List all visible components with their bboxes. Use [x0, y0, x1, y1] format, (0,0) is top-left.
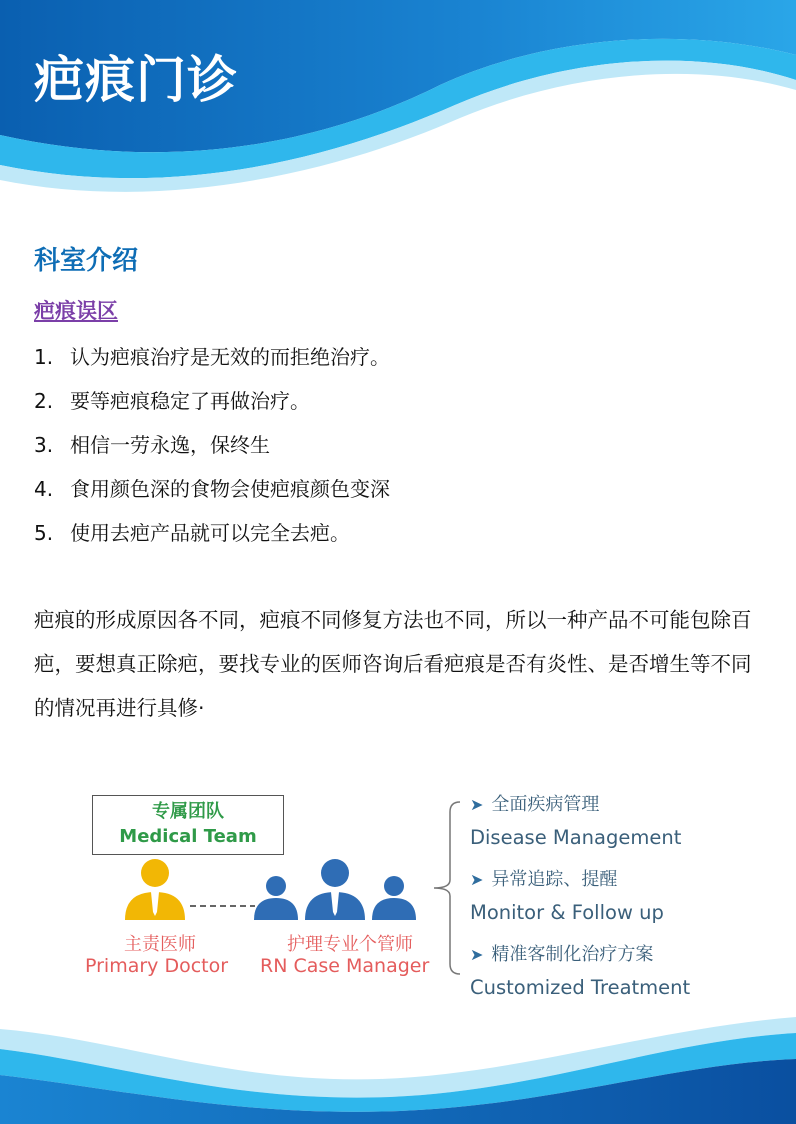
list-item-number: 4.: [34, 477, 54, 501]
arrow-right-icon: ➤: [470, 870, 484, 889]
services-bracket: [434, 802, 460, 974]
doctor-label-en: Primary Doctor: [85, 955, 229, 977]
list-item: [34, 426, 774, 470]
manager-label-en: RN Case Manager: [260, 955, 430, 977]
list-item-text: 食用颜色深的食物会使疤痕颜色变深: [70, 477, 390, 501]
list-item-number: 1.: [34, 345, 54, 369]
care-team-diagram: [80, 780, 720, 1005]
list-item-number: 5.: [34, 521, 54, 545]
manager-label-cn: 护理专业个管师: [287, 934, 413, 955]
service-item-cn: ➤ 异常追踪、提醒: [470, 869, 618, 890]
intro-paragraph: 疤痕的形成原因各不同，疤痕不同修复方法也不同，所以一种产品不可能包除百疤，要想真正除疤，要找专业的医师咨询后看疤痕是否有炎性、是否增生等不同的情况再进行具修·: [34, 608, 752, 720]
myths-list: [34, 338, 774, 558]
list-item-text: 相信一劳永逸，保终生: [70, 433, 270, 457]
doctor-label-cn: 主责医师: [124, 934, 196, 955]
list-item: [34, 470, 774, 514]
team-label-cn: 专属团队: [152, 801, 224, 822]
footer-wave-banner: [0, 1009, 796, 1124]
case-manager-group-icon: [254, 859, 416, 920]
section-heading: 科室介绍: [34, 246, 139, 276]
team-label-en: Medical Team: [119, 826, 257, 847]
list-item: [34, 338, 774, 382]
service-item-en: Monitor & Follow up: [470, 901, 664, 924]
service-item-en: Disease Management: [470, 826, 682, 849]
list-item-text: 要等疤痕稳定了再做治疗。: [70, 389, 310, 413]
arrow-right-icon: ➤: [470, 945, 484, 964]
myths-heading: 疤痕误区: [34, 299, 118, 323]
service-item-cn: ➤ 全面疾病管理: [470, 794, 600, 815]
list-item-text: 使用去疤产品就可以完全去疤。: [70, 521, 350, 545]
list-item-number: 3.: [34, 433, 54, 457]
service-item-en: Customized Treatment: [470, 976, 691, 999]
arrow-right-icon: ➤: [470, 795, 484, 814]
page-title: 疤痕门诊: [34, 51, 238, 109]
list-item: [34, 382, 774, 426]
list-item: [34, 514, 774, 558]
doctor-person-icon: [125, 859, 185, 920]
list-item-number: 2.: [34, 389, 54, 413]
list-item-text: 认为疤痕治疗是无效的而拒绝治疗。: [70, 345, 390, 369]
service-item-cn: ➤ 精准客制化治疗方案: [470, 944, 654, 965]
